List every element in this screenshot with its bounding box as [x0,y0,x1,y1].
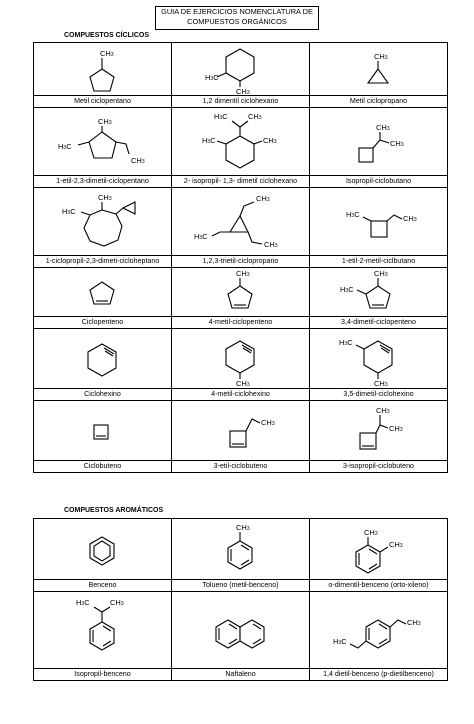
svg-text:CH3: CH3 [256,194,270,203]
section-heading-cyclic: COMPUESTOS CÍCLICOS [64,32,150,39]
compound-name: 1-ciclopropil-2,3-dimeti-cicloheptano [34,255,171,267]
structure-ethyl-dimethylcyclopentane [34,108,171,175]
table-row [34,108,448,188]
cyclic-compounds-table [33,42,448,473]
structure-naphthalene [172,592,309,668]
compound-name: Ciclobuteno [34,460,171,472]
svg-text:CH3: CH3 [264,240,278,249]
table-row [34,401,448,473]
compound-cell [34,188,172,268]
compound-name: 4-metil-ciclopenteno [172,316,309,328]
structure-isopropylcyclobutene [310,401,447,460]
structure-dimethylcyclohexyne [310,329,447,388]
svg-text:CH3: CH3 [407,618,421,627]
svg-text:H3C: H3C [346,210,360,219]
structure-methylcyclopentane [34,43,171,95]
page-title: GUIA DE EJERCICIOS NOMENCLATURA DE COMPUESTOS ORGÁNICOS [155,6,319,30]
structure-isopropylbenzene [34,592,171,668]
compound-cell [310,401,448,473]
svg-text:H3C: H3C [58,142,72,151]
structure-benzene [34,519,171,579]
svg-text:CH3: CH3 [403,214,417,223]
structure-methylcyclopentene [172,268,309,316]
compound-name: 3,5-dimetil-ciclohexino [310,388,447,400]
structure-dimethylcyclopentene [310,268,447,316]
svg-text:CH3: CH3 [98,117,112,126]
compound-cell [34,268,172,329]
compound-cell [172,268,310,329]
compound-name: 1-etil-2-metil-ciclbutano [310,255,447,267]
compound-cell [34,108,172,188]
svg-text:H3C: H3C [339,338,353,347]
compound-name: Ciclopenteno [34,316,171,328]
svg-text:H3C: H3C [62,207,76,216]
table-row [34,592,448,681]
compound-cell [172,329,310,401]
svg-text:CH3: CH3 [131,156,145,165]
compound-cell [172,401,310,473]
svg-text:CH3: CH3 [110,598,124,607]
table-row [34,268,448,329]
structure-dimethylcyclohexane [172,43,309,95]
compound-name: Benceno [34,579,171,591]
svg-text:CH3: CH3 [261,418,275,427]
structure-toluene [172,519,309,579]
compound-name: Isopropil-ciclobutano [310,175,447,187]
structure-cyclopentene [34,268,171,316]
svg-text:H3C: H3C [205,73,219,82]
svg-text:CH3: CH3 [389,540,403,549]
compound-name: Ciclohexino [34,388,171,400]
compound-name: 3,4-dimetil-ciclopenteno [310,316,447,328]
svg-text:H3C: H3C [194,232,208,241]
compound-name: 1,2,3-trietil-ciclopropano [172,255,309,267]
svg-text:CH3: CH3 [374,269,388,278]
svg-text:CH3: CH3 [98,193,112,202]
compound-cell [172,188,310,268]
compound-name: 3-etil-ciclobuteno [172,460,309,472]
compound-cell [310,108,448,188]
svg-text:CH3: CH3 [236,379,250,388]
compound-cell [310,592,448,681]
compound-cell [34,401,172,473]
aromatic-compounds-table [33,518,448,681]
structure-ethyl-methylcyclobutane [310,188,447,255]
structure-ethylcyclobutene [172,401,309,460]
compound-name: Tolueno (metil-benceno) [172,579,309,591]
structure-isopropylcyclobutane [310,108,447,175]
table-row [34,329,448,401]
svg-text:CH3: CH3 [389,424,403,433]
table-row [34,519,448,592]
compound-name: 2- isopropil- 1,3- dimetil ciclohexano [172,175,309,187]
structure-methylcyclohexyne [172,329,309,388]
compound-name: 3-isopropil-ciclobuteno [310,460,447,472]
svg-text:H3C: H3C [76,598,90,607]
structure-cyclobutene [34,401,171,460]
compound-name: 1,2 dimentil ciclohexano [172,95,309,107]
svg-text:CH3: CH3 [263,136,277,145]
svg-text:CH3: CH3 [236,87,250,95]
svg-text:H3C: H3C [333,637,347,646]
structure-isopropyl-dimethylcyclohexane [172,108,309,175]
compound-cell [172,108,310,188]
compound-name: o-dimentil-benceno (orto-xileno) [310,579,447,591]
compound-cell [310,43,448,108]
compound-cell [34,592,172,681]
compound-cell [172,592,310,681]
structure-methylcyclopropane [310,43,447,95]
compound-cell [34,519,172,592]
svg-text:CH3: CH3 [376,123,390,132]
svg-text:CH3: CH3 [248,112,262,121]
structure-triethylcyclopropane [172,188,309,255]
svg-text:H3C: H3C [214,112,228,121]
table-row [34,188,448,268]
svg-text:CH3: CH3 [100,49,114,58]
compound-cell [34,329,172,401]
structure-para-diethylbenzene [310,592,447,668]
svg-text:CH3: CH3 [376,406,390,415]
compound-cell [310,268,448,329]
structure-cyclohexyne [34,329,171,388]
svg-text:CH3: CH3 [374,379,388,388]
svg-text:CH3: CH3 [364,528,378,537]
compound-cell [310,188,448,268]
compound-name: Naftaleno [172,668,309,680]
compound-name: Isopropil-benceno [34,668,171,680]
svg-text:H3C: H3C [340,285,354,294]
compound-cell [172,43,310,108]
svg-text:CH3: CH3 [374,52,388,61]
compound-name: 1-etil-2,3-dimetil-ciclopentano [34,175,171,187]
compound-name: Metil ciclopropano [310,95,447,107]
svg-text:CH3: CH3 [390,139,404,148]
compound-name: Metil ciclopentano [34,95,171,107]
compound-name: 4-metil-ciclohexino [172,388,309,400]
structure-cyclopropyl-dimethylcycloheptane [34,188,171,255]
svg-text:CH3: CH3 [236,523,250,532]
structure-ortho-xylene [310,519,447,579]
compound-cell [310,329,448,401]
section-heading-aromatic: COMPUESTOS AROMÁTICOS [64,507,164,514]
compound-cell [34,43,172,108]
svg-text:CH3: CH3 [236,269,250,278]
compound-name: 1,4 dietil-benceno (p-dietilbenceno) [310,668,447,680]
compound-cell [310,519,448,592]
compound-cell [172,519,310,592]
svg-text:H3C: H3C [202,136,216,145]
table-row [34,43,448,108]
